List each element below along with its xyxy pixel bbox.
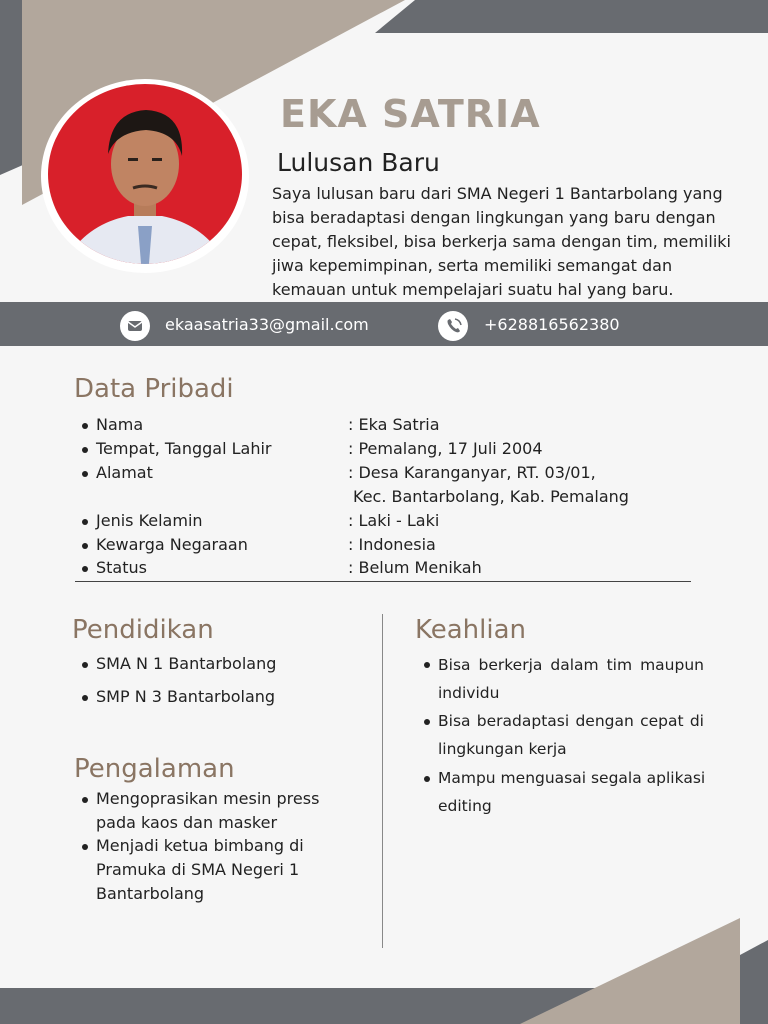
field-label-status: Status bbox=[96, 558, 147, 577]
field-label-kewarganegaraan: Kewarga Negaraan bbox=[96, 535, 248, 554]
summary-line: jiwa kepemimpinan, serta memiliki semangat dan bbox=[272, 256, 673, 275]
field-label-jenis-kelamin: Jenis Kelamin bbox=[96, 511, 203, 530]
section-title-keahlian: Keahlian bbox=[415, 615, 527, 645]
section-title-pengalaman: Pengalaman bbox=[74, 754, 235, 784]
skill-line: editing bbox=[438, 797, 492, 815]
field-label-nama: Nama bbox=[96, 415, 144, 434]
section-title-pendidikan: Pendidikan bbox=[72, 615, 214, 645]
section-title-data-pribadi: Data Pribadi bbox=[74, 374, 234, 404]
experience-item bbox=[96, 834, 304, 906]
summary-line: cepat, fleksibel, bisa berkerja sama dengan tim, memiliki bbox=[272, 232, 731, 251]
skill-line: Bisa berkerja dalam tim maupun bbox=[438, 656, 704, 674]
experience-line: Pramuka di SMA Negeri 1 bbox=[96, 860, 300, 879]
job-title: Lulusan Baru bbox=[277, 148, 440, 177]
bullet bbox=[424, 719, 430, 725]
bullet bbox=[82, 447, 88, 453]
field-value-nama: : Eka Satria bbox=[348, 415, 440, 434]
skill-line: individu bbox=[438, 684, 500, 702]
experience-line: Menjadi ketua bimbang di bbox=[96, 836, 304, 855]
summary-line: kemauan untuk mempelajari suatu hal yang baru. bbox=[272, 280, 674, 299]
bullet bbox=[82, 662, 88, 668]
field-value-ttl: : Pemalang, 17 Juli 2004 bbox=[348, 439, 543, 458]
field-value-status: : Belum Menikah bbox=[348, 558, 482, 577]
bullet bbox=[82, 844, 88, 850]
bullet bbox=[424, 662, 430, 668]
envelope-icon bbox=[120, 311, 150, 341]
education-item: SMA N 1 Bantarbolang bbox=[96, 654, 277, 673]
bullet bbox=[82, 543, 88, 549]
field-label-alamat: Alamat bbox=[96, 463, 153, 482]
summary-line: bisa beradaptasi dengan lingkungan yang baru dengan bbox=[272, 208, 716, 227]
person-name: EKA SATRIA bbox=[280, 92, 541, 136]
education-item: SMP N 3 Bantarbolang bbox=[96, 687, 276, 706]
summary-line: Saya lulusan baru dari SMA Negeri 1 Bantarbolang yang bbox=[272, 184, 723, 203]
experience-line: Mengoprasikan mesin press bbox=[96, 789, 320, 808]
field-value-alamat: : Desa Karanganyar, RT. 03/01, bbox=[348, 463, 596, 482]
skill-line: Bisa beradaptasi dengan cepat di bbox=[438, 712, 704, 730]
phone-icon bbox=[438, 311, 468, 341]
profile-photo bbox=[38, 76, 252, 276]
divider-horizontal bbox=[75, 581, 691, 582]
bullet bbox=[82, 797, 88, 803]
bullet bbox=[82, 519, 88, 525]
email-link[interactable]: ekaasatria33@gmail.com bbox=[165, 315, 369, 334]
profile-summary bbox=[272, 182, 742, 302]
field-label-ttl: Tempat, Tanggal Lahir bbox=[96, 439, 272, 458]
skill-line: Mampu menguasai segala aplikasi bbox=[438, 769, 706, 787]
bullet bbox=[424, 776, 430, 782]
divider-vertical bbox=[382, 614, 383, 948]
field-value-jenis-kelamin: : Laki - Laki bbox=[348, 511, 440, 530]
skill-item bbox=[438, 651, 704, 707]
bullet bbox=[82, 695, 88, 701]
experience-item bbox=[96, 787, 319, 835]
skill-item bbox=[438, 707, 704, 763]
bullet bbox=[82, 423, 88, 429]
field-value-alamat-line2: Kec. Bantarbolang, Kab. Pemalang bbox=[353, 487, 629, 506]
field-value-kewarganegaraan: : Indonesia bbox=[348, 535, 436, 554]
phone-link[interactable]: +628816562380 bbox=[484, 315, 620, 334]
bullet bbox=[82, 566, 88, 572]
bullet bbox=[82, 471, 88, 477]
skill-line: lingkungan kerja bbox=[438, 740, 567, 758]
skill-item bbox=[438, 764, 704, 820]
contact-bar bbox=[0, 302, 768, 346]
experience-line: Bantarbolang bbox=[96, 884, 205, 903]
experience-line: pada kaos dan masker bbox=[96, 813, 278, 832]
